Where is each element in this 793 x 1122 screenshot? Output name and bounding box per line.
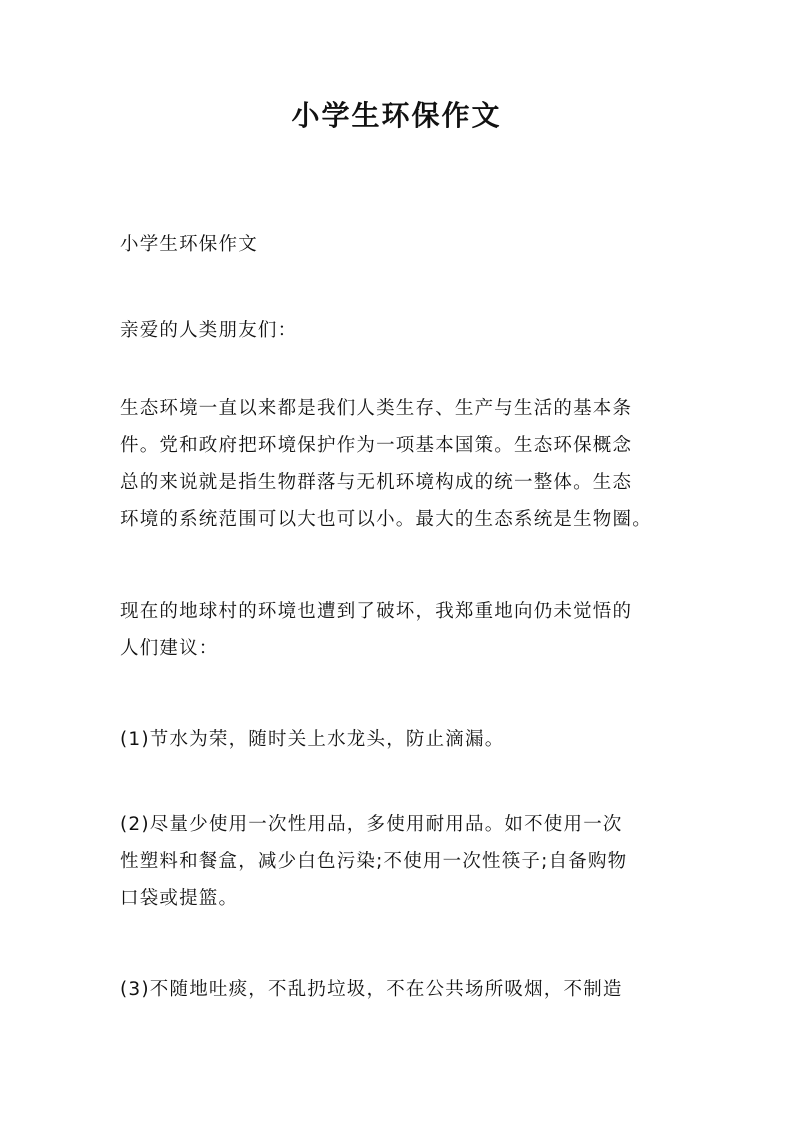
paragraph-line: 性塑料和餐盒，减少白色污染;不使用一次性筷子;自备购物 <box>120 851 628 872</box>
list-item-3 <box>120 971 680 1008</box>
list-item-2 <box>120 806 680 917</box>
paragraph-line: 口袋或提篮。 <box>120 888 239 909</box>
list-item-1 <box>120 721 680 758</box>
paragraph-line: 现在的地球村的环境也遭到了破坏，我郑重地向仍未觉悟的 <box>120 601 633 622</box>
paragraph-line: 件。党和政府把环境保护作为一项基本国策。生态环保概念 <box>120 435 633 456</box>
paragraph-line: 环境的系统范围可以大也可以小。最大的生态系统是生物圈。 <box>120 509 652 530</box>
paragraph-line: (1)节水为荣，随时关上水龙头，防止滴漏。 <box>120 729 505 750</box>
paragraph-line: 总的来说就是指生物群落与无机环境构成的统一整体。生态 <box>120 472 633 493</box>
paragraph-line: (2)尽量少使用一次性用品，多使用耐用品。如不使用一次 <box>120 814 623 835</box>
paragraph-ecology <box>120 390 680 538</box>
document-title: 小学生环保作文 <box>291 99 502 132</box>
greeting-paragraph <box>120 312 680 349</box>
greeting-line: 亲爱的人类朋友们： <box>120 320 298 341</box>
paragraph-suggestion <box>120 593 680 667</box>
paragraph-line: 生态环境一直以来都是我们人类生存、生产与生活的基本条 <box>120 398 633 419</box>
paragraph-line: 人们建议： <box>120 638 219 659</box>
subtitle-line: 小学生环保作文 <box>120 234 258 255</box>
paragraph-line: (3)不随地吐痰，不乱扔垃圾，不在公共场所吸烟，不制造 <box>120 979 623 1000</box>
document-subtitle <box>120 226 680 263</box>
